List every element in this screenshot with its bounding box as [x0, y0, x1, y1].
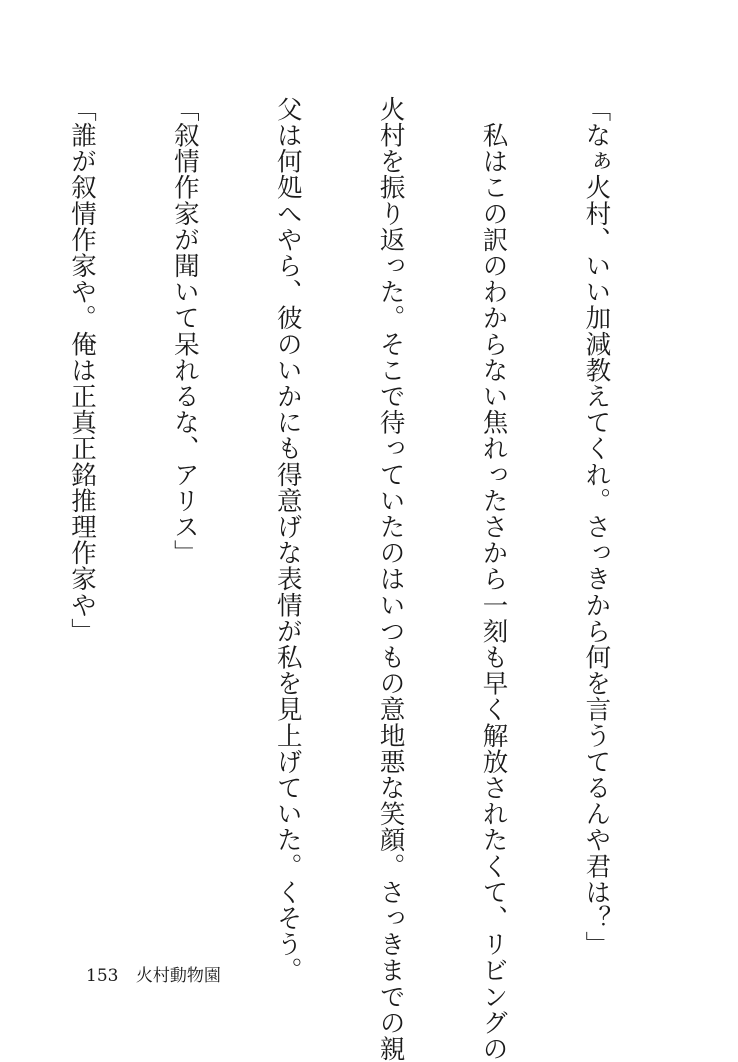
text-line: 「叙情作家が聞いて呆れるな、アリス」	[169, 96, 200, 566]
text-line: 私はこの訳のわからない焦れったさから一刻も早く解放されたくて、リビングの	[478, 96, 509, 1062]
text-line: 父は何処へやら、彼のいかにも得意げな表情が私を見上げていた。くそう。	[272, 96, 303, 984]
text-line: 「誰が叙情作家や。俺は正真正銘推理作家や」	[66, 96, 97, 645]
text-line: 「なぁ火村、いい加減教えてくれ。さっきから何を言うてるんや君は？」	[581, 96, 612, 958]
text-line: 火村を振り返った。そこで待っていたのはいつもの意地悪な笑顔。さっきまでの親	[375, 96, 406, 1062]
running-title: 火村動物園	[135, 966, 221, 986]
page-number: 153	[86, 966, 119, 986]
page-footer	[86, 966, 221, 986]
